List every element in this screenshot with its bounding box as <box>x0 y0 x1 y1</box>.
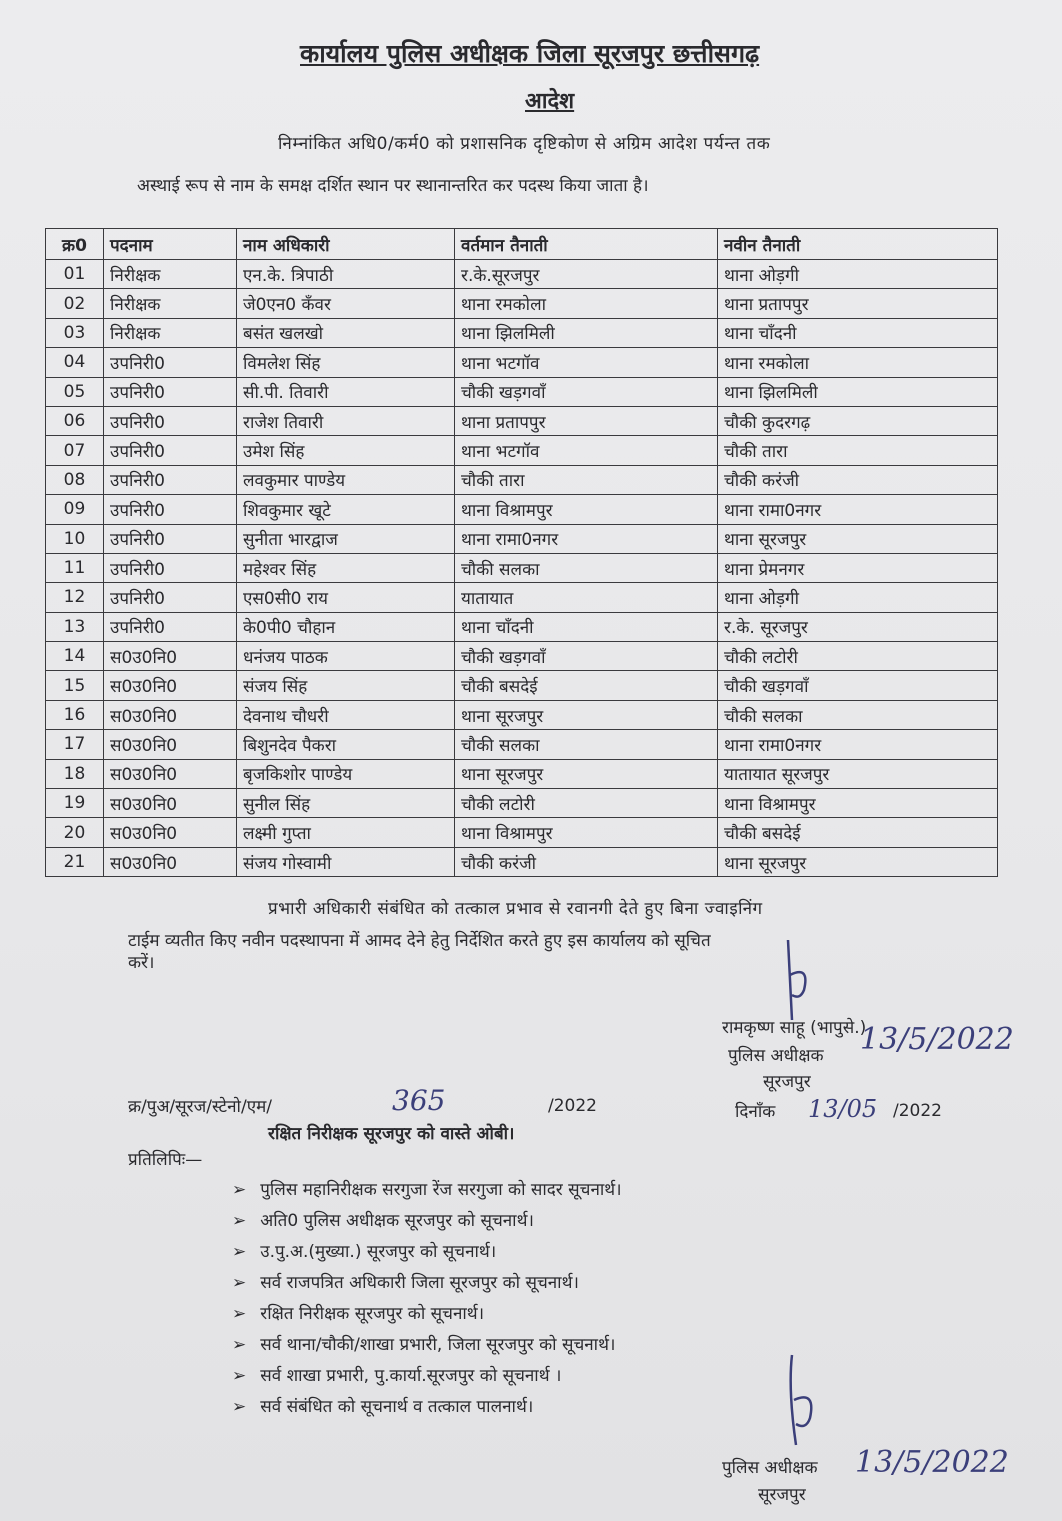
cell-current-posting: थाना भटगॉव <box>455 348 718 377</box>
cell-rank: स0उ0नि0 <box>104 847 237 876</box>
cell-current-posting: चौकी सलका <box>455 730 718 759</box>
copy-list-item <box>232 1208 534 1231</box>
cell-current-posting: चौकी तारा <box>455 465 718 494</box>
col-header-name: नाम अधिकारी <box>237 229 455 260</box>
copy-item-text: पुलिस महानिरीक्षक सरगुजा रेंज सरगुजा को सादर सूचनार्थ। <box>260 1180 622 1200</box>
cell-new-posting: चौकी कुदरगढ़ <box>718 406 998 435</box>
copy-item-text: उ.पु.अ.(मुख्या.) सूरजपुर को सूचनार्थ। <box>260 1242 497 1262</box>
cell-rank: उपनिरी0 <box>104 465 237 494</box>
instruction-line-1: प्रभारी अधिकारी संबंधित को तत्काल प्रभाव से रवानगी देते हुए बिना ज्वाइनिंग <box>268 899 763 919</box>
col-header-rank: पदनाम <box>104 229 237 260</box>
cell-serial: 12 <box>46 583 104 612</box>
cell-serial: 08 <box>46 465 104 494</box>
cell-current-posting: थाना प्रतापपुर <box>455 406 718 435</box>
footer-handwritten-date: 13/5/2022 <box>855 1445 1009 1480</box>
table-row <box>46 348 998 377</box>
cell-name: लक्ष्मी गुप्ता <box>237 818 455 847</box>
cell-rank: स0उ0नि0 <box>104 671 237 700</box>
cell-name: बसंत खलखो <box>237 318 455 347</box>
table-row <box>46 700 998 729</box>
cell-name: लवकुमार पाण्डेय <box>237 465 455 494</box>
reference-year: /2022 <box>548 1096 597 1116</box>
table-row <box>46 553 998 582</box>
cell-current-posting: थाना भटगॉव <box>455 436 718 465</box>
cell-new-posting: यातायात सूरजपुर <box>718 759 998 788</box>
copy-item-text: सर्व थाना/चौकी/शाखा प्रभारी, जिला सूरजपुर को सूचनार्थ। <box>260 1335 616 1355</box>
signatory-designation: पुलिस अधीक्षक <box>728 1046 824 1066</box>
cell-current-posting: थाना सूरजपुर <box>455 759 718 788</box>
cell-new-posting: चौकी बसदेई <box>718 818 998 847</box>
table-row <box>46 730 998 759</box>
cell-rank: निरीक्षक <box>104 260 237 289</box>
table-row <box>46 289 998 318</box>
cell-serial: 04 <box>46 348 104 377</box>
cell-name: के0पी0 चौहान <box>237 612 455 641</box>
cell-name: जे0एन0 कँवर <box>237 289 455 318</box>
table-row <box>46 671 998 700</box>
table-row <box>46 789 998 818</box>
cell-name: सुनील सिंह <box>237 789 455 818</box>
cell-new-posting: थाना चॉंदनी <box>718 318 998 347</box>
cell-serial: 02 <box>46 289 104 318</box>
cell-current-posting: चौकी सलका <box>455 553 718 582</box>
table-row <box>46 612 998 641</box>
signatory-place: सूरजपुर <box>763 1072 811 1092</box>
cell-current-posting: थाना झिलमिली <box>455 318 718 347</box>
footer-signature-scribble <box>770 1350 840 1450</box>
table-row <box>46 260 998 289</box>
copy-item-text: सर्व संबंधित को सूचनार्थ व तत्काल पालनार्थ। <box>260 1397 534 1417</box>
table-row <box>46 465 998 494</box>
cell-current-posting: चौकी बसदेई <box>455 671 718 700</box>
copy-item-text: अति0 पुलिस अधीक्षक सूरजपुर को सूचनार्थ। <box>260 1211 534 1231</box>
cell-rank: उपनिरी0 <box>104 583 237 612</box>
cell-new-posting: थाना ओड़गी <box>718 260 998 289</box>
col-header-new-posting: नवीन तैनाती <box>718 229 998 260</box>
copy-item-text: सर्व शाखा प्रभारी, पु.कार्या.सूरजपुर को सूचनार्थ । <box>260 1366 562 1386</box>
arrow-bullet-icon: ➢ <box>232 1273 247 1293</box>
cell-new-posting: चौकी खड़गवॉं <box>718 671 998 700</box>
cell-serial: 18 <box>46 759 104 788</box>
cell-current-posting: यातायात <box>455 583 718 612</box>
arrow-bullet-icon: ➢ <box>232 1366 247 1386</box>
cell-serial: 14 <box>46 642 104 671</box>
cell-new-posting: थाना ओड़गी <box>718 583 998 612</box>
cell-serial: 20 <box>46 818 104 847</box>
table-row <box>46 495 998 524</box>
col-header-serial: क्र0 <box>46 229 104 260</box>
cell-current-posting: थाना रामा0नगर <box>455 524 718 553</box>
cell-rank: स0उ0नि0 <box>104 642 237 671</box>
cell-current-posting: र.के.सूरजपुर <box>455 260 718 289</box>
cell-current-posting: चौकी खड़गवॉं <box>455 377 718 406</box>
copy-list-item <box>232 1301 484 1324</box>
cell-serial: 17 <box>46 730 104 759</box>
cell-rank: उपनिरी0 <box>104 524 237 553</box>
cell-serial: 15 <box>46 671 104 700</box>
cell-rank: उपनिरी0 <box>104 612 237 641</box>
cell-name: महेश्वर सिंह <box>237 553 455 582</box>
cell-name: बृजकिशोर पाण्डेय <box>237 759 455 788</box>
reference-prefix: क्र/पुअ/सूरज/स्टेनो/एम/ <box>128 1097 272 1117</box>
cell-rank: स0उ0नि0 <box>104 759 237 788</box>
cell-new-posting: चौकी लटोरी <box>718 642 998 671</box>
copy-list-item <box>232 1394 533 1417</box>
dispatch-line: रक्षित निरीक्षक सूरजपुर को वास्ते ओबी। <box>268 1124 515 1144</box>
cell-new-posting: थाना झिलमिली <box>718 377 998 406</box>
copy-list-item <box>232 1363 561 1386</box>
table-row <box>46 406 998 435</box>
date-year: /2022 <box>893 1101 942 1121</box>
cell-new-posting: थाना प्रतापपुर <box>718 289 998 318</box>
cell-current-posting: थाना सूरजपुर <box>455 700 718 729</box>
cell-current-posting: थाना विश्रामपुर <box>455 818 718 847</box>
cell-current-posting: चौकी करंजी <box>455 847 718 876</box>
handwritten-date: 13/5/2022 <box>860 1022 1014 1057</box>
signatory-name: रामकृष्ण साहू (भापुसे.) <box>722 1018 867 1038</box>
cell-rank: निरीक्षक <box>104 318 237 347</box>
cell-current-posting: थाना चॉंदनी <box>455 612 718 641</box>
cell-name: धनंजय पाठक <box>237 642 455 671</box>
cell-serial: 19 <box>46 789 104 818</box>
cell-serial: 07 <box>46 436 104 465</box>
cell-new-posting: थाना रामा0नगर <box>718 495 998 524</box>
cell-name: राजेश तिवारी <box>237 406 455 435</box>
copy-list-item <box>232 1270 579 1293</box>
cell-rank: उपनिरी0 <box>104 348 237 377</box>
cell-name: एस0सी0 राय <box>237 583 455 612</box>
table-row <box>46 642 998 671</box>
cell-new-posting: थाना रामा0नगर <box>718 730 998 759</box>
signature-scribble <box>770 935 830 1025</box>
cell-current-posting: चौकी खड़गवॉं <box>455 642 718 671</box>
cell-name: विमलेश सिंह <box>237 348 455 377</box>
table-row <box>46 377 998 406</box>
cell-new-posting: थाना सूरजपुर <box>718 524 998 553</box>
cell-new-posting: थाना रमकोला <box>718 348 998 377</box>
cell-new-posting: थाना सूरजपुर <box>718 847 998 876</box>
cell-name: संजय गोस्वामी <box>237 847 455 876</box>
cell-rank: निरीक्षक <box>104 289 237 318</box>
cell-rank: उपनिरी0 <box>104 553 237 582</box>
arrow-bullet-icon: ➢ <box>232 1180 247 1200</box>
footer-place: सूरजपुर <box>758 1485 806 1505</box>
cell-current-posting: थाना विश्रामपुर <box>455 495 718 524</box>
table-row <box>46 847 998 876</box>
arrow-bullet-icon: ➢ <box>232 1335 247 1355</box>
intro-line-1: निम्नांकित अधि0/कर्म0 को प्रशासनिक दृष्टिकोण से अग्रिम आदेश पर्यन्त तक <box>278 134 771 154</box>
table-row <box>46 583 998 612</box>
transfer-table <box>45 228 998 877</box>
cell-name: बिशुनदेव पैकरा <box>237 730 455 759</box>
footer-designation: पुलिस अधीक्षक <box>722 1458 818 1478</box>
cell-serial: 16 <box>46 700 104 729</box>
cell-new-posting: चौकी तारा <box>718 436 998 465</box>
cell-new-posting: चौकी सलका <box>718 700 998 729</box>
cell-name: सुनीता भारद्वाज <box>237 524 455 553</box>
cell-serial: 09 <box>46 495 104 524</box>
table-header-row <box>46 229 998 260</box>
cell-rank: उपनिरी0 <box>104 377 237 406</box>
intro-line-2: अस्थाई रूप से नाम के समक्ष दर्शित स्थान पर स्थानान्तरित कर पदस्थ किया जाता है। <box>137 176 649 196</box>
table-body <box>46 260 998 877</box>
cell-serial: 05 <box>46 377 104 406</box>
copy-item-text: सर्व राजपत्रित अधिकारी जिला सूरजपुर को सूचनार्थ। <box>260 1273 579 1293</box>
order-title: आदेश <box>525 89 575 114</box>
instruction-line-3: करें। <box>128 953 155 973</box>
cell-rank: उपनिरी0 <box>104 406 237 435</box>
copy-list-item <box>232 1177 622 1200</box>
copy-list-item <box>232 1239 496 1262</box>
cell-new-posting: थाना प्रेमनगर <box>718 553 998 582</box>
cell-current-posting: थाना रमकोला <box>455 289 718 318</box>
cell-serial: 06 <box>46 406 104 435</box>
cell-serial: 10 <box>46 524 104 553</box>
cell-rank: उपनिरी0 <box>104 436 237 465</box>
cell-rank: स0उ0नि0 <box>104 818 237 847</box>
cell-rank: स0उ0नि0 <box>104 730 237 759</box>
office-title: कार्यालय पुलिस अधीक्षक जिला सूरजपुर छत्तीसगढ़ <box>300 39 760 68</box>
reference-number: 365 <box>392 1084 446 1117</box>
cell-name: सी.पी. तिवारी <box>237 377 455 406</box>
table-row <box>46 818 998 847</box>
arrow-bullet-icon: ➢ <box>232 1211 247 1231</box>
cell-name: उमेश सिंह <box>237 436 455 465</box>
arrow-bullet-icon: ➢ <box>232 1397 247 1417</box>
cell-rank: उपनिरी0 <box>104 495 237 524</box>
copy-item-text: रक्षित निरीक्षक सूरजपुर को सूचनार्थ। <box>260 1304 485 1324</box>
cell-serial: 01 <box>46 260 104 289</box>
table-row <box>46 759 998 788</box>
col-header-current-posting: वर्तमान तैनाती <box>455 229 718 260</box>
cell-current-posting: चौकी लटोरी <box>455 789 718 818</box>
cell-new-posting: चौकी करंजी <box>718 465 998 494</box>
cell-serial: 11 <box>46 553 104 582</box>
cell-serial: 21 <box>46 847 104 876</box>
date-value-handwritten: 13/05 <box>808 1095 878 1123</box>
instruction-line-2: टाईम व्यतीत किए नवीन पदस्थापना में आमद देने हेतु निर्देशित करते हुए इस कार्यालय को सूचित <box>128 931 711 951</box>
cell-rank: स0उ0नि0 <box>104 700 237 729</box>
cell-name: शिवकुमार खूटे <box>237 495 455 524</box>
cell-name: संजय सिंह <box>237 671 455 700</box>
table-row <box>46 436 998 465</box>
arrow-bullet-icon: ➢ <box>232 1242 247 1262</box>
cell-rank: स0उ0नि0 <box>104 789 237 818</box>
cell-new-posting: थाना विश्रामपुर <box>718 789 998 818</box>
cell-serial: 13 <box>46 612 104 641</box>
copy-list-item <box>232 1332 615 1355</box>
arrow-bullet-icon: ➢ <box>232 1304 247 1324</box>
date-label: दिनॉंक <box>735 1102 776 1122</box>
table-row <box>46 318 998 347</box>
cell-new-posting: र.के. सूरजपुर <box>718 612 998 641</box>
cell-name: देवनाथ चौधरी <box>237 700 455 729</box>
cell-serial: 03 <box>46 318 104 347</box>
cell-name: एन.के. त्रिपाठी <box>237 260 455 289</box>
copy-label: प्रतिलिपिः— <box>128 1150 203 1170</box>
table-row <box>46 524 998 553</box>
